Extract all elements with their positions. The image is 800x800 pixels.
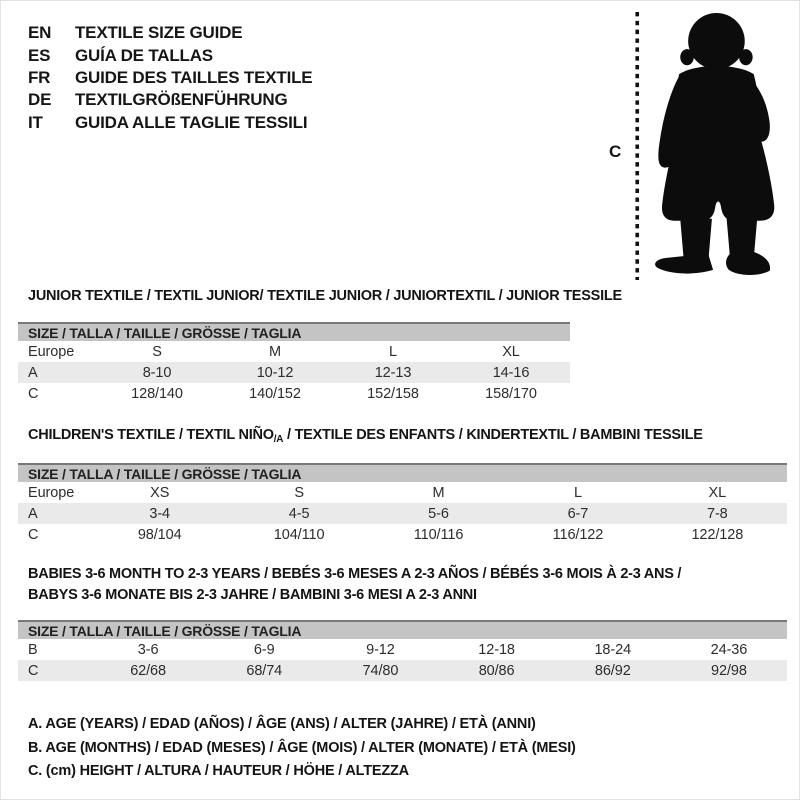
size-cell: M [269, 343, 281, 360]
language-title: TEXTILE SIZE GUIDE [75, 23, 243, 43]
language-title: GUÍA DE TALLAS [75, 45, 213, 65]
size-cell: 74/80 [362, 662, 399, 679]
language-title: GUIDE DES TAILLES TEXTILE [75, 67, 313, 87]
children-title-sub: /A [273, 434, 284, 445]
size-cell: L [573, 484, 582, 501]
babies-size-table [18, 620, 787, 681]
table-row-height [18, 383, 570, 404]
row-label: Europe [28, 484, 75, 501]
size-cell: 12-18 [478, 641, 515, 658]
size-cell: 98/104 [137, 526, 182, 543]
children-title-suffix: / TEXTILE DES ENFANTS / KINDERTEXTIL / BAMBINI TESSILE [283, 427, 703, 443]
language-code: EN [28, 23, 52, 43]
size-cell: 14-16 [492, 364, 530, 381]
table-row-europe [18, 341, 570, 362]
children-section-title [28, 427, 703, 445]
size-cell: L [389, 343, 397, 360]
language-row-de [28, 89, 312, 111]
language-code: FR [28, 67, 51, 87]
size-cell: 62/68 [130, 662, 166, 679]
size-cell: 158/170 [485, 385, 537, 402]
row-label: C [28, 385, 39, 402]
table-row-height [18, 660, 787, 681]
size-cell: 8-10 [142, 364, 172, 381]
size-cell: 110/116 [413, 526, 464, 543]
size-cell: 12-13 [374, 364, 412, 381]
size-cell: 6-7 [567, 505, 589, 522]
footnote-c: C. (cm) HEIGHT / ALTURA / HAUTEUR / HÖHE / ALTEZZA [28, 763, 409, 780]
junior-section-title: JUNIOR TEXTILE / TEXTIL JUNIOR/ TEXTILE JUNIOR / JUNIORTEXTIL / JUNIOR TESSILE [28, 288, 622, 304]
measure-label-c: C [609, 142, 622, 161]
language-title-list [28, 22, 312, 134]
table-row-europe [18, 482, 787, 503]
language-code: ES [28, 45, 51, 65]
size-table-header: SIZE / TALLA / TAILLE / GRÖSSE / TAGLIA [18, 322, 570, 341]
size-cell: 92/98 [711, 662, 747, 679]
row-label: C [28, 662, 39, 679]
language-code: IT [28, 112, 43, 132]
size-cell: 4-5 [288, 505, 310, 522]
size-cell: S [294, 484, 304, 501]
size-cell: 80/86 [478, 662, 515, 679]
babies-title-line1: BABIES 3-6 MONTH TO 2-3 YEARS / BEBÉS 3-6 MESES A 2-3 AÑOS / BÉBÉS 3-6 MOIS À 2-3 ANS / [28, 566, 682, 583]
language-code: DE [28, 90, 52, 110]
row-label: B [28, 641, 38, 658]
size-cell: 116/122 [552, 526, 604, 543]
children-title-prefix: CHILDREN'S TEXTILE / TEXTIL NIÑO [28, 427, 274, 443]
junior-size-table [18, 322, 570, 404]
size-table-header: SIZE / TALLA / TAILLE / GRÖSSE / TAGLIA [18, 620, 787, 639]
table-row-age-months [18, 639, 787, 660]
size-cell: 24-36 [710, 641, 748, 658]
language-title: TEXTILGRÖßENFÜHRUNG [75, 90, 288, 110]
babies-section-title [28, 564, 681, 605]
language-row-it [28, 112, 312, 134]
size-cell: 104/110 [273, 526, 325, 543]
size-cell: 3-6 [137, 641, 159, 658]
row-label: A [28, 505, 38, 522]
children-size-table [18, 463, 787, 545]
size-cell: XS [150, 484, 170, 501]
footnote-a: A. AGE (YEARS) / EDAD (AÑOS) / ÂGE (ANS) / ALTER (JAHRE) / ETÀ (ANNI) [28, 715, 536, 732]
size-cell: 122/128 [691, 526, 744, 543]
size-table-header: SIZE / TALLA / TAILLE / GRÖSSE / TAGLIA [18, 463, 787, 482]
size-cell: 9-12 [366, 641, 395, 658]
language-row-en [28, 22, 312, 44]
toddler-silhouette-icon [618, 8, 790, 289]
footnote-b: B. AGE (MONTHS) / EDAD (MESES) / ÂGE (MOIS) / ALTER (MONATE) / ETÀ (MESI) [28, 739, 576, 756]
table-row-height [18, 524, 787, 545]
size-cell: 6-9 [253, 641, 275, 658]
footnote-legend [28, 712, 576, 783]
size-cell: 68/74 [246, 662, 283, 679]
row-label: A [28, 364, 38, 381]
size-cell: S [152, 343, 162, 360]
size-cell: M [432, 484, 445, 501]
size-cell: 10-12 [256, 364, 294, 381]
babies-title-line2: BABYS 3-6 MONATE BIS 2-3 JAHRE / BAMBINI 3-6 MESI A 2-3 ANNI [28, 586, 477, 603]
size-cell: 140/152 [249, 385, 301, 402]
size-cell: 86/92 [594, 662, 631, 679]
size-cell: 3-4 [149, 505, 171, 522]
size-cell: 152/158 [367, 385, 419, 402]
size-cell: 5-6 [428, 505, 449, 522]
size-cell: 7-8 [706, 505, 728, 522]
size-cell: 18-24 [594, 641, 632, 658]
size-cell: XL [502, 343, 520, 360]
language-row-es [28, 44, 312, 66]
table-row-age [18, 503, 787, 524]
row-label: C [28, 526, 39, 543]
size-cell: 128/140 [131, 385, 183, 402]
size-cell: XL [708, 484, 727, 501]
table-row-age [18, 362, 570, 383]
row-label: Europe [28, 343, 75, 360]
language-row-fr [28, 67, 312, 89]
language-title: GUIDA ALLE TAGLIE TESSILI [75, 112, 308, 132]
